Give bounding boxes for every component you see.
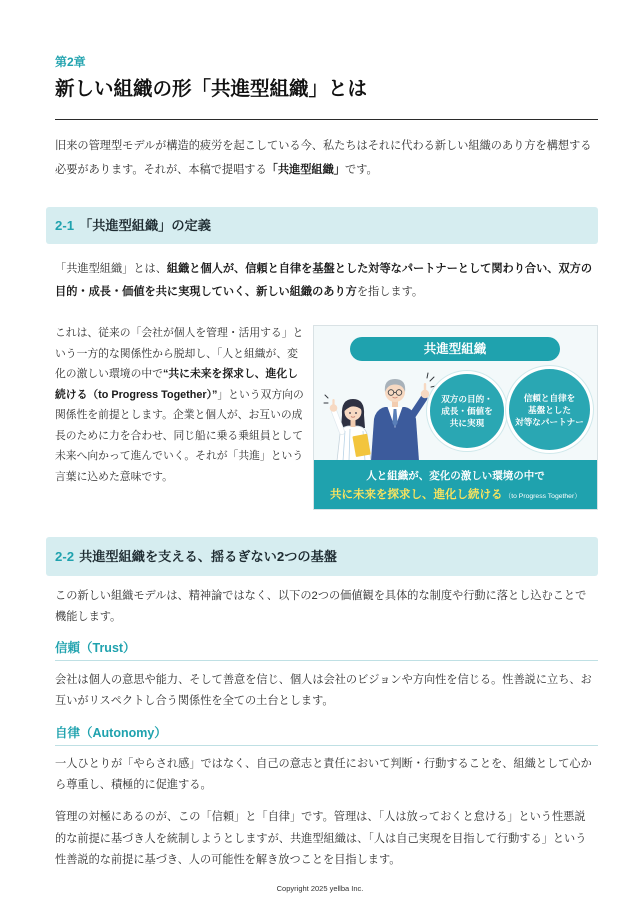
pillar-heading-trust: 信頼（Trust） bbox=[55, 639, 598, 661]
explanation-text: これは、従来の「会社が個人を管理・活用する」という一方的な関係性から脱却し、「人と組織が、変化の激しい環境の中で bbox=[55, 327, 304, 380]
intro-text: 旧来の管理型モデルが構造的疲労を起こしている今、私たちはそれに代わる新しい組織のあり方を構想する必要があります。それが、本稿で提唱する bbox=[55, 140, 592, 176]
section-heading-2-1 bbox=[46, 207, 598, 244]
pillar-heading-autonomy: 自律（Autonomy） bbox=[55, 724, 598, 746]
section-title: 共進型組織を支える、揺るぎない2つの基盤 bbox=[79, 549, 337, 564]
page-title: 新しい組織の形「共進型組織」とは bbox=[55, 78, 368, 100]
intro-emphasis: 「共進型組織」 bbox=[266, 164, 345, 176]
section-number: 2-1 bbox=[55, 218, 75, 233]
sparkle-lines bbox=[324, 373, 436, 403]
concept-figure bbox=[313, 325, 598, 510]
definition-text: 「共進型組織」とは、 bbox=[55, 263, 167, 275]
pillar-text-trust: 会社は個人の意思や能力、そして善意を信じ、個人は会社のビジョンや方向性を信じる。性善説に立ち、お互いがリスペクトし合う関係性を全ての土台とします。 bbox=[55, 674, 592, 707]
intro-paragraph bbox=[55, 134, 595, 182]
explanation-paragraph bbox=[55, 323, 307, 487]
circle-text-line: 共に実現 bbox=[449, 418, 485, 428]
woman-figure bbox=[330, 399, 371, 461]
sparkle-line bbox=[427, 373, 428, 378]
explanation-text-end: 」という双方向の関係性を前提とします。企業と個人が、お互いの成長のために力を合わせ、同じ船に乗る乗組員として未来へ向かって進んでいく。それが「共進」という言葉に込めた意味です。 bbox=[55, 388, 304, 483]
caption-note: （to Progress Together） bbox=[504, 493, 582, 500]
caption-highlight-line bbox=[314, 485, 597, 506]
man-figure bbox=[371, 379, 429, 461]
figure-caption-bar bbox=[314, 460, 597, 510]
title-divider bbox=[55, 119, 598, 120]
woman-eye bbox=[355, 412, 357, 414]
sparkle-line bbox=[430, 377, 434, 381]
section-number: 2-2 bbox=[55, 549, 75, 564]
equal-partner-circle bbox=[506, 366, 593, 453]
circle-text-line: 信頼と自律を bbox=[523, 392, 576, 403]
circle-text-line: 双方の目的・ bbox=[441, 394, 493, 404]
circle-text-line: 対等なパートナー bbox=[515, 416, 584, 427]
explanation-emphasis: “共に未来を探求し、進化し続ける（to Progress Together）” bbox=[55, 368, 298, 401]
copyright-footer: Copyright 2025 yellba Inc. bbox=[276, 884, 364, 893]
definition-paragraph bbox=[55, 258, 595, 304]
section-title: 「共進型組織」の定義 bbox=[79, 218, 211, 233]
conclusion-paragraph: 管理の対極にあるのが、この「信頼」と「自律」です。管理は、「人は放っておくと怠ける」という性悪説的な前提に基づき人を統制しようとしますが、共進型組織は、「人は自己実現を目指して行動する」という性善説的な前提に基づき、人の可能性を解き放つことを目指します。 bbox=[55, 811, 587, 866]
mutual-goals-circle bbox=[427, 371, 507, 451]
caption-highlight: 共に未来を探求し、進化し続ける bbox=[329, 489, 503, 501]
section-heading-2-2 bbox=[46, 537, 598, 576]
section-intro-paragraph: この新しい組織モデルは、精神論ではなく、以下の2つの価値観を具体的な制度や行動に落とし込むことで機能します。 bbox=[55, 590, 587, 623]
circle-text-line: 成長・価値を bbox=[441, 406, 493, 416]
circle-text-line: 基盤とした bbox=[528, 404, 571, 415]
pillar-text-autonomy: 一人ひとりが「やらされ感」ではなく、自己の意志と責任において判断・行動することを、組織として心から尊重し、積極的に促進する。 bbox=[55, 758, 592, 791]
intro-text-end: です。 bbox=[345, 164, 378, 176]
man-raised-arm bbox=[412, 398, 424, 416]
man-pointing-finger bbox=[424, 383, 426, 392]
definition-text-end: を指します。 bbox=[356, 286, 424, 298]
caption-line: 人と組織が、変化の激しい環境の中で bbox=[366, 470, 545, 482]
sparkle-line bbox=[325, 395, 328, 398]
woman-eye bbox=[349, 412, 351, 414]
definition-emphasis: 組織と個人が、信頼と自律を基盤とした対等なパートナーとして関わり合い、双方の目的・成長・価値を共に実現していく、新しい組織のあり方 bbox=[55, 263, 593, 298]
woman-pointing-finger bbox=[332, 399, 334, 407]
figure-badge: 共進型組織 bbox=[350, 337, 560, 361]
chapter-label: 第2章 bbox=[55, 55, 86, 69]
